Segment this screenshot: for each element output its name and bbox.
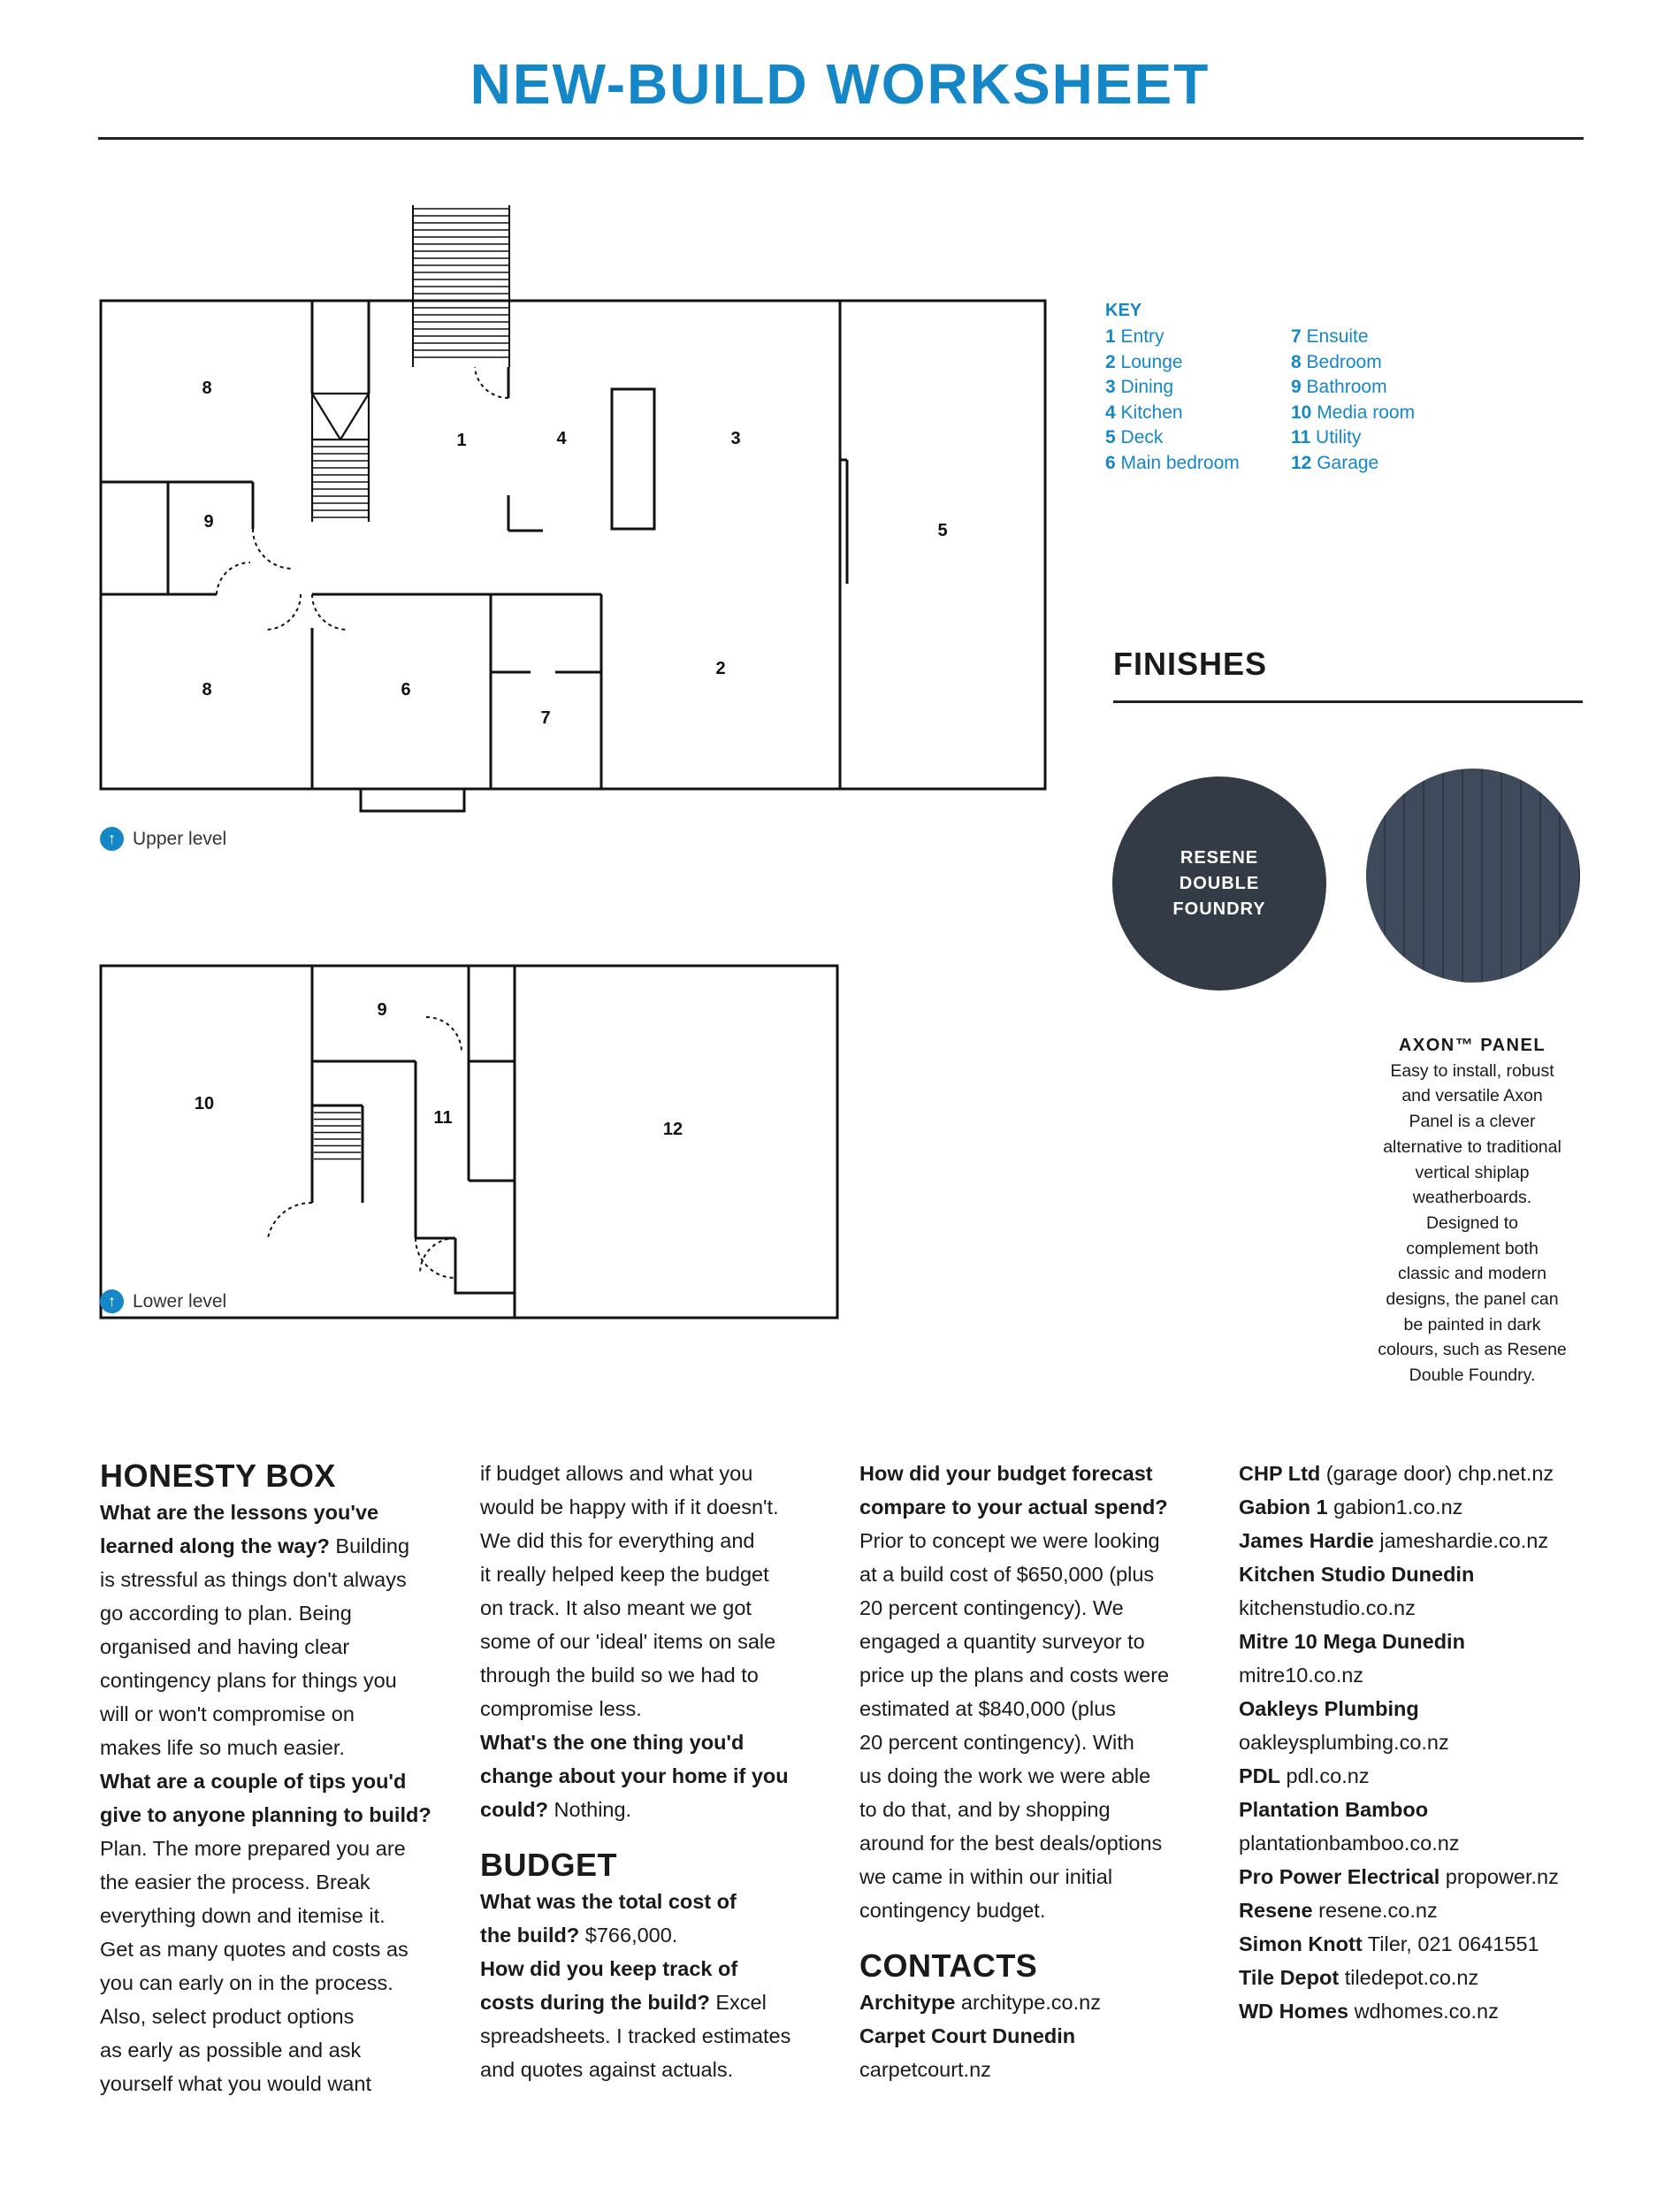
text-line: yourself what you would want [100, 2072, 371, 2095]
axon-panel-line: Designed to [1425, 1213, 1519, 1233]
key-item: 1 Entry [1105, 326, 1165, 347]
room-number: 4 [556, 429, 567, 448]
page-title: NEW-BUILD WORKSHEET [470, 52, 1210, 116]
text-line: some of our 'ideal' items on sale [480, 1630, 776, 1653]
upper-door-swings [217, 367, 508, 630]
text-line: 20 percent contingency). We [859, 1596, 1124, 1619]
key-item: 8 Bedroom [1291, 351, 1382, 372]
axon-panel-line: Double Foundry. [1409, 1366, 1536, 1386]
text-line: We did this for everything and [480, 1529, 755, 1552]
text-line: around for the best deals/options [859, 1832, 1163, 1855]
key-item: 9 Bathroom [1291, 377, 1387, 398]
axon-panel-line: Easy to install, robust [1390, 1060, 1554, 1081]
axon-panel-line: and versatile Axon [1401, 1086, 1543, 1106]
text-line: What was the total cost of [480, 1890, 737, 1913]
text-line: could? Nothing. [480, 1798, 632, 1821]
room-number: 12 [662, 1120, 683, 1139]
upper-level-text: Upper level [133, 828, 227, 849]
text-line: Architype architype.co.nz [859, 1991, 1101, 2014]
text-line: What are a couple of tips you'd [100, 1770, 407, 1793]
text-line: Prior to concept we were looking [859, 1529, 1160, 1552]
text-line: Mitre 10 Mega Dunedin [1239, 1630, 1465, 1653]
room-number: 11 [433, 1108, 453, 1128]
axon-panel-line: weatherboards. [1412, 1188, 1532, 1208]
text-line: go according to plan. Being [100, 1602, 352, 1625]
text-line: learned along the way? Building [100, 1534, 410, 1557]
text-line: the build? $766,000. [480, 1924, 678, 1947]
text-line: engaged a quantity surveyor to [859, 1630, 1145, 1653]
text-line: oakleysplumbing.co.nz [1239, 1731, 1449, 1754]
text-line: costs during the build? Excel [480, 1991, 767, 2014]
panel-swatch [1366, 769, 1580, 983]
text-line: CHP Ltd (garage door) chp.net.nz [1239, 1462, 1554, 1485]
room-number: 8 [202, 379, 212, 398]
text-line: is stressful as things don't always [100, 1568, 407, 1591]
key-column [1291, 325, 1477, 477]
text-line: compromise less. [480, 1697, 642, 1720]
axon-panel-line: Panel is a clever [1409, 1112, 1536, 1132]
key-item: 6 Main bedroom [1105, 452, 1240, 473]
text-line: and quotes against actuals. [480, 2058, 734, 2081]
text-line: 20 percent contingency). With [859, 1731, 1134, 1754]
text-line: Also, select product options [100, 2005, 355, 2028]
text-line: PDL pdl.co.nz [1239, 1764, 1370, 1787]
text-line: kitchenstudio.co.nz [1239, 1596, 1416, 1619]
finishes-heading: FINISHES [1113, 646, 1268, 682]
text-column-2 [480, 1457, 834, 2086]
text-line: estimated at $840,000 (plus [859, 1697, 1117, 1720]
key-title: KEY [1105, 301, 1142, 320]
room-number: 6 [401, 680, 411, 700]
text-line: mitre10.co.nz [1239, 1664, 1364, 1687]
text-line: Resene resene.co.nz [1239, 1899, 1438, 1922]
text-line: Simon Knott Tiler, 021 0641551 [1239, 1932, 1539, 1955]
text-line: price up the plans and costs were [859, 1664, 1170, 1687]
key-item: 12 Garage [1291, 452, 1379, 473]
text-line: Oakleys Plumbing [1239, 1697, 1419, 1720]
finishes-rule [1113, 700, 1583, 703]
text-line: will or won't compromise on [100, 1702, 355, 1725]
plan-key [1105, 301, 1477, 477]
text-column-3 [859, 1457, 1231, 2086]
paint-brand: RESENE [1180, 847, 1259, 868]
text-line: to do that, and by shopping [859, 1798, 1111, 1821]
text-column-1 [100, 1457, 454, 2100]
text-line: How did you keep track of [480, 1957, 738, 1980]
text-line: James Hardie jameshardie.co.nz [1239, 1529, 1549, 1552]
axon-panel-line: be painted in dark [1403, 1314, 1541, 1335]
axon-panel-line: complement both [1406, 1238, 1539, 1259]
lower-level-text: Lower level [133, 1290, 227, 1312]
text-line: organised and having clear [100, 1635, 350, 1658]
text-line: Tile Depot tiledepot.co.nz [1239, 1966, 1479, 1989]
room-number: 1 [456, 431, 467, 450]
contacts-heading: CONTACTS [859, 1947, 1038, 1984]
key-item: 3 Dining [1105, 377, 1174, 398]
honesty-box-heading: HONESTY BOX [100, 1457, 336, 1494]
paint-name-line2: FOUNDRY [1172, 899, 1266, 919]
text-line: at a build cost of $650,000 (plus [859, 1563, 1155, 1586]
text-line: How did your budget forecast [859, 1462, 1153, 1485]
text-line: if budget allows and what you [480, 1462, 753, 1485]
text-line: you can early on in the process. [100, 1971, 393, 1994]
upper-floor-plan [101, 205, 1045, 811]
text-line: spreadsheets. I tracked estimates [480, 2024, 791, 2047]
key-item: 2 Lounge [1105, 351, 1183, 372]
text-line: Plantation Bamboo [1239, 1798, 1429, 1821]
text-line: give to anyone planning to build? [100, 1803, 431, 1826]
axon-panel-line: alternative to traditional [1383, 1136, 1562, 1157]
text-line: contingency plans for things you [100, 1669, 397, 1692]
text-line: everything down and itemise it. [100, 1904, 386, 1927]
text-line: What are the lessons you've [100, 1501, 379, 1524]
room-number: 5 [937, 521, 948, 540]
text-line: plantationbamboo.co.nz [1239, 1832, 1460, 1855]
text-line: compare to your actual spend? [859, 1496, 1168, 1519]
text-column-4 [1239, 1457, 1592, 2028]
text-line: we came in within our initial [859, 1865, 1113, 1888]
room-number: 9 [377, 1000, 387, 1020]
key-item: 5 Deck [1105, 427, 1164, 448]
text-line: contingency budget. [859, 1899, 1046, 1922]
text-line: carpetcourt.nz [859, 2058, 991, 2081]
paint-name-line1: DOUBLE [1179, 873, 1260, 893]
axon-panel-line: colours, such as Resene [1378, 1340, 1567, 1360]
text-line: Carpet Court Dunedin [859, 2024, 1076, 2047]
text-line: Kitchen Studio Dunedin [1239, 1563, 1475, 1586]
text-line: Pro Power Electrical propower.nz [1239, 1865, 1559, 1888]
text-line: Gabion 1 gabion1.co.nz [1239, 1496, 1463, 1519]
axon-panel-line: classic and modern [1398, 1264, 1546, 1284]
key-item: 7 Ensuite [1291, 326, 1369, 347]
text-line: change about your home if you [480, 1764, 789, 1787]
key-column [1105, 325, 1291, 477]
north-arrow-icon: ↑ [100, 827, 124, 851]
text-line: it really helped keep the budget [480, 1563, 769, 1586]
text-line: Get as many quotes and costs as [100, 1938, 409, 1961]
room-number: 10 [194, 1094, 215, 1113]
lower-level-label [100, 1289, 226, 1313]
text-line: makes life so much easier. [100, 1736, 345, 1759]
text-line: WD Homes wdhomes.co.nz [1239, 2000, 1499, 2023]
room-number: 7 [540, 708, 551, 728]
axon-panel-line: vertical shiplap [1415, 1162, 1530, 1182]
room-number: 8 [202, 680, 212, 700]
axon-panel-title: AXON™ PANEL [1398, 1036, 1546, 1055]
north-arrow-icon: ↑ [100, 1289, 124, 1313]
key-item: 10 Media room [1291, 402, 1416, 423]
text-line: Plan. The more prepared you are [100, 1837, 406, 1860]
text-line: the easier the process. Break [100, 1871, 370, 1894]
text-line: through the build so we had to [480, 1664, 759, 1687]
room-number: 2 [715, 659, 726, 678]
room-number: 3 [730, 429, 741, 448]
upper-level-label [100, 827, 226, 851]
text-line: as early as possible and ask [100, 2039, 362, 2062]
key-item: 4 Kitchen [1105, 402, 1183, 423]
text-line: What's the one thing you'd [480, 1731, 745, 1754]
key-item: 11 Utility [1291, 427, 1362, 448]
text-line: on track. It also meant we got [480, 1596, 752, 1619]
axon-panel-description [1362, 1033, 1583, 1389]
budget-heading: BUDGET [480, 1847, 617, 1883]
axon-panel-line: designs, the panel can [1386, 1289, 1559, 1310]
lower-floor-plan [101, 966, 837, 1318]
text-line: us doing the work we were able [859, 1764, 1151, 1787]
text-line: would be happy with if it doesn't. [480, 1496, 779, 1519]
room-number: 9 [203, 512, 214, 532]
paint-swatch [1112, 777, 1326, 991]
